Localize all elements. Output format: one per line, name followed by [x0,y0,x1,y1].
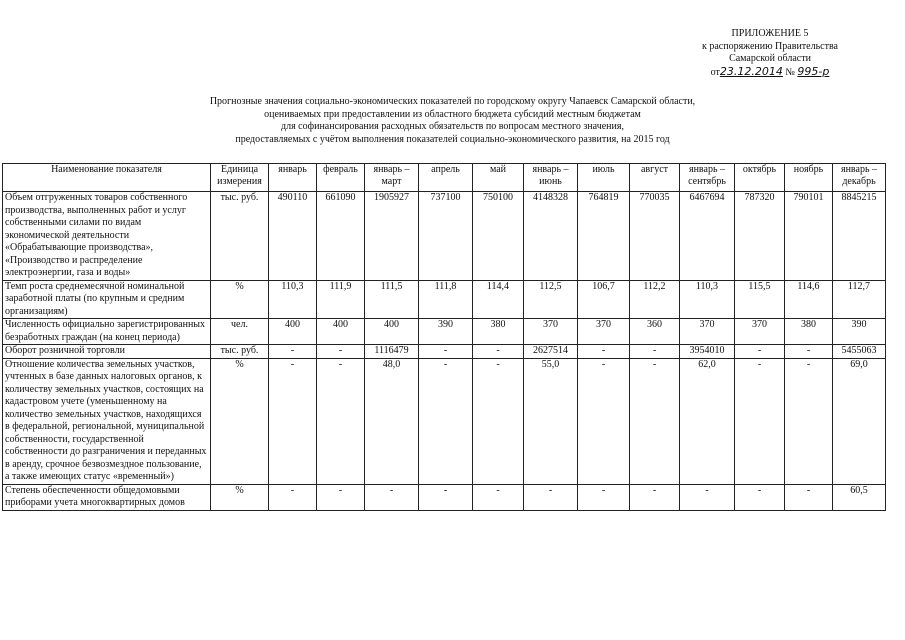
value-cell: 110,3 [680,280,735,319]
value-cell: 390 [419,319,473,345]
value-cell: 787320 [735,192,785,281]
header-cell: январь – сентябрь [680,164,735,192]
indicator-unit: % [211,358,269,484]
value-cell: 380 [473,319,524,345]
value-cell: 111,8 [419,280,473,319]
number-prefix: № [785,66,795,78]
value-cell: 4148328 [524,192,578,281]
date-prefix: от [710,66,720,78]
value-cell: - [473,484,524,510]
value-cell: 106,7 [578,280,630,319]
appendix-title: ПРИЛОЖЕНИЕ 5 [731,28,809,39]
value-cell: 400 [317,319,365,345]
value-cell: 790101 [785,192,833,281]
value-cell: 764819 [578,192,630,281]
table-header-row [3,164,886,192]
value-cell: 6467694 [680,192,735,281]
value-cell: - [419,358,473,484]
header-cell: январь – декабрь [833,164,886,192]
header-cell: февраль [317,164,365,192]
value-cell: 370 [578,319,630,345]
value-cell: 360 [630,319,680,345]
value-cell: - [785,358,833,484]
value-cell: - [317,484,365,510]
indicators-table [2,163,886,511]
indicator-unit: тыс. руб. [211,345,269,359]
value-cell: - [269,358,317,484]
indicator-name: Темп роста среднемесячной номинальной заработной платы (по крупным и средним организациям) [3,280,211,319]
heading-line1: Прогнозные значения социально-экономических показателей по городскому округу Чапаевск Самарской области, [209,96,696,107]
appendix-date-line [640,66,900,80]
value-cell: - [524,484,578,510]
header-cell: апрель [419,164,473,192]
value-cell: 112,2 [630,280,680,319]
value-cell: 5455063 [833,345,886,359]
document-heading [0,96,905,146]
indicator-name: Оборот розничной торговли [3,345,211,359]
value-cell: - [419,345,473,359]
value-cell: 750100 [473,192,524,281]
value-cell: 114,6 [785,280,833,319]
value-cell: - [317,358,365,484]
appendix-block [640,28,900,79]
value-cell: 8845215 [833,192,886,281]
value-cell: 115,5 [735,280,785,319]
table-row [3,358,886,484]
header-cell: Единица измерения [211,164,269,192]
value-cell: - [735,345,785,359]
header-cell: октябрь [735,164,785,192]
indicator-name: Объем отгруженных товаров собственного производства, выполненных работ и услуг собственными силами по видам экономической деятельности «Обрабатывающие производства», «Производство и распределение электроэнергии, газа и воды» [3,192,211,281]
table-row [3,345,886,359]
table-row [3,280,886,319]
value-cell: - [630,345,680,359]
value-cell: 661090 [317,192,365,281]
value-cell: - [630,358,680,484]
value-cell: 62,0 [680,358,735,484]
value-cell: 48,0 [365,358,419,484]
value-cell: 1116479 [365,345,419,359]
indicator-unit: % [211,484,269,510]
value-cell: - [785,484,833,510]
value-cell: 3954010 [680,345,735,359]
value-cell: - [735,358,785,484]
indicator-name: Численность официально зарегистрированных безработных граждан (на конец периода) [3,319,211,345]
heading-line2: оцениваемых при предоставлении из областного бюджета субсидий местным бюджетам [264,108,641,120]
header-cell: ноябрь [785,164,833,192]
value-cell: - [269,484,317,510]
header-cell: январь – март [365,164,419,192]
value-cell: 55,0 [524,358,578,484]
value-cell: 1905927 [365,192,419,281]
table-row [3,192,886,281]
date-value: 23.12.2014 [719,64,783,78]
value-cell: 60,5 [833,484,886,510]
value-cell: 380 [785,319,833,345]
header-cell: январь [269,164,317,192]
value-cell: - [578,358,630,484]
value-cell: - [419,484,473,510]
appendix-line2: Самарской области [729,53,811,64]
header-cell: Наименование показателя [3,164,211,192]
value-cell: 111,9 [317,280,365,319]
value-cell: - [365,484,419,510]
value-cell: 400 [269,319,317,345]
value-cell: 370 [680,319,735,345]
value-cell: - [578,345,630,359]
heading-line3: для софинансирования расходных обязательств по вопросам местного значения, [281,121,624,132]
table-row [3,484,886,510]
header-cell: август [630,164,680,192]
value-cell: - [473,358,524,484]
value-cell: 400 [365,319,419,345]
value-cell: 111,5 [365,280,419,319]
appendix-line1: к распоряжению Правительства [701,40,838,52]
header-cell: май [473,164,524,192]
value-cell: 370 [735,319,785,345]
value-cell: - [317,345,365,359]
value-cell: 390 [833,319,886,345]
value-cell: - [269,345,317,359]
header-cell: январь – июнь [524,164,578,192]
value-cell: 770035 [630,192,680,281]
value-cell: 737100 [419,192,473,281]
value-cell: 114,4 [473,280,524,319]
header-cell: июль [578,164,630,192]
value-cell: 110,3 [269,280,317,319]
value-cell: - [735,484,785,510]
value-cell: 112,5 [524,280,578,319]
value-cell: 370 [524,319,578,345]
value-cell: 69,0 [833,358,886,484]
number-value: 995-р [797,64,830,78]
indicator-name: Отношение количества земельных участков, учтенных в базе данных налоговых органов, к количеству земельных участков, состоящих на кадастровом учете (уменьшенному на количество земельных участков, находящихся в федеральной, региональной, муниципальной собственности, государственной собственности до разграничения и переданных в аренду, срочное безвозмездное пользование, а также имеющих статус «временный») [3,358,211,484]
value-cell: - [630,484,680,510]
value-cell: - [473,345,524,359]
heading-line4: предоставляемых с учётом выполнения показателей социально-экономического развития, на 2015 год [235,133,670,145]
value-cell: 2627514 [524,345,578,359]
indicator-unit: тыс. руб. [211,192,269,281]
indicator-name: Степень обеспеченности общедомовыми приборами учета многоквартирных домов [3,484,211,510]
value-cell: 112,7 [833,280,886,319]
value-cell: - [578,484,630,510]
value-cell: - [680,484,735,510]
value-cell: 490110 [269,192,317,281]
indicator-unit: % [211,280,269,319]
indicator-unit: чел. [211,319,269,345]
value-cell: - [785,345,833,359]
table-row [3,319,886,345]
